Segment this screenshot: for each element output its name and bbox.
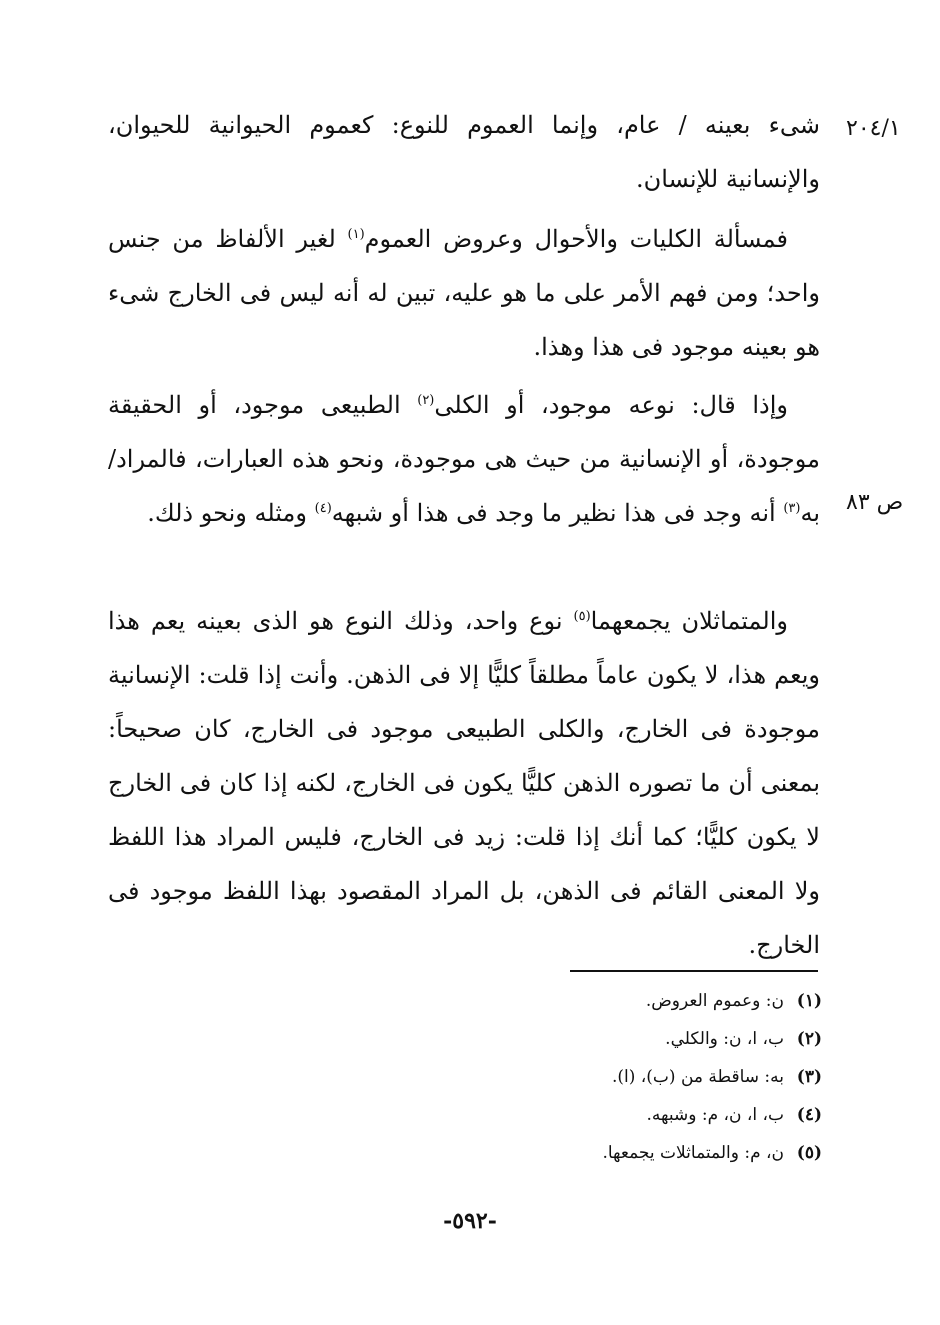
paragraph-3-text-a: وإذا قال: نوعه موجود، أو الكلى: [434, 391, 788, 419]
footnote-2: [402, 1020, 822, 1058]
footnote-text: ن، م: والمتماثلات يجمعها.: [602, 1143, 784, 1163]
paragraph-1: [108, 98, 820, 206]
paragraph-4-text-a: والمتماثلان يجمعهما: [590, 607, 788, 635]
paragraph-2-text-b: لغير الألفاظ من جنس واحد؛ ومن فهم الأمر على ما هو عليه، تبين له أنه ليس فى الخارج شىء هو بعينه موجود فى هذا وهذا.: [108, 225, 820, 361]
footnote-text: به: ساقطة من (ب)، (ا).: [612, 1067, 784, 1087]
footnote-ref-2: (٢): [417, 393, 435, 408]
footnotes-section: [402, 982, 822, 1172]
footnote-text: ب، ا، ن: والكلي.: [665, 1029, 784, 1049]
paragraph-4: [108, 594, 820, 972]
footnote-number: (٣): [796, 1067, 822, 1087]
paragraph-3-text-c: أنه وجد فى هذا نظير ما وجد فى هذا أو شبهه: [331, 499, 784, 527]
page-number: -٥٩٢-: [443, 1208, 497, 1234]
paragraph-3-text-b: الطبيعى موجود، أو الحقيقة موجودة، أو الإنسانية من حيث هى موجودة، ونحو هذه العبارات، فالمراد/ به: [108, 391, 820, 527]
footnote-ref-4: (٤): [314, 501, 332, 516]
footnote-number: (٥): [796, 1143, 822, 1163]
paragraph-4-text-b: نوع واحد، وذلك النوع هو الذى بعينه يعم هذا ويعم هذا، لا يكون عاماً مطلقاً كليًّا إلا فى الذهن. وأنت إذا قلت: الإنسانية موجودة فى الخارج، والكلى الطبيعى موجود فى الخارج، كان صحيحاً: بمعنى أن ما تصوره الذهن كليًّا يكون فى الخارج، لكنه إذا كان فى الخارج لا يكون كليًّا؛ كما أنك إذا قلت: زيد فى الخارج، فليس المراد هذا اللفظ ولا المعنى القائم فى الذهن، بل المراد المقصود بهذا اللفظ موجود فى الخارج.: [108, 607, 820, 959]
footnote-text: ن: وعموم العروض.: [645, 991, 784, 1011]
footnote-number: (٤): [796, 1105, 822, 1125]
paragraph-3-body: [108, 378, 820, 540]
footnote-3: [402, 1058, 822, 1096]
paragraph-1-text: شىء بعينه / عام، وإنما العموم للنوع: كعموم الحيوانية للحيوان، والإنسانية للإنسان.: [108, 111, 820, 193]
paragraph-4-body: [108, 594, 820, 972]
margin-volume-page-reference: ٢٠٤/١: [846, 116, 901, 141]
paragraph-2-text-a: فمسألة الكليات والأحوال وعروض العموم: [364, 225, 788, 253]
footnote-number: (٢): [796, 1029, 822, 1049]
footnote-number: (١): [796, 991, 822, 1011]
footnote-ref-1: (١): [347, 227, 365, 242]
footnote-ref-5: (٥): [573, 609, 591, 624]
paragraph-3-text-d: ومثله ونحو ذلك.: [147, 499, 315, 527]
footnote-text: ب، ا، ن، م: وشبهه.: [646, 1105, 784, 1125]
footnote-1: [402, 982, 822, 1020]
footnote-separator-rule: [570, 970, 818, 972]
footnote-4: [402, 1096, 822, 1134]
margin-manuscript-page-reference: ص ٨٣: [846, 490, 904, 515]
footnote-ref-3: (٣): [783, 501, 801, 516]
paragraph-3: [108, 378, 820, 540]
footnote-5: [402, 1134, 822, 1172]
paragraph-2-body: [108, 212, 820, 374]
paragraph-2: [108, 212, 820, 374]
